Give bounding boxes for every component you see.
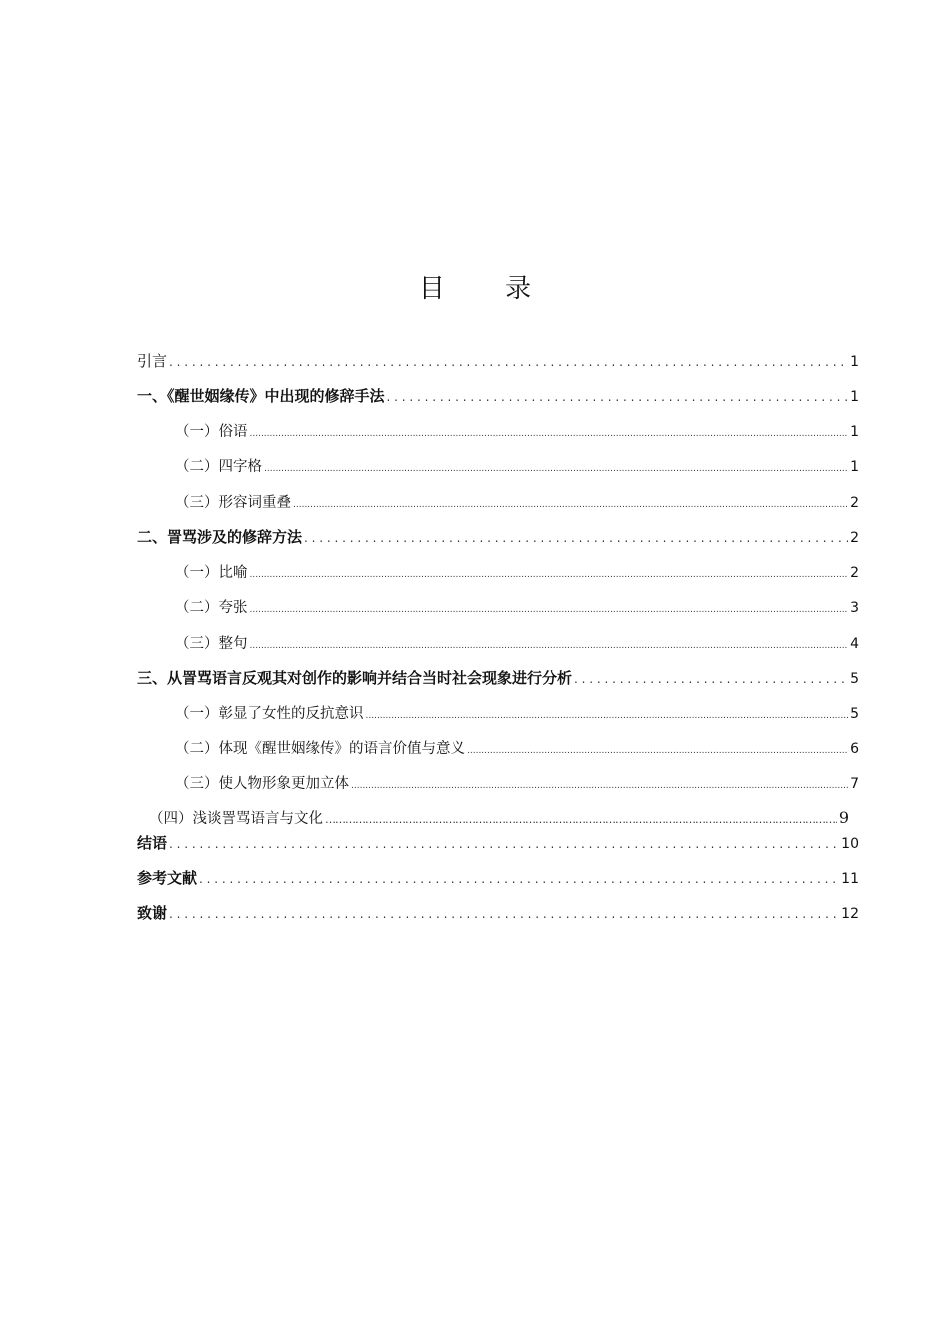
toc-page-number: 5	[850, 706, 859, 722]
toc-entry-subsection[interactable]	[175, 772, 859, 795]
dot-leader	[293, 491, 848, 513]
page-title: 目 录	[418, 274, 558, 304]
toc-page-number: 7	[850, 776, 859, 792]
toc-entry-intro[interactable]	[137, 350, 859, 373]
toc-page-number: 2	[850, 495, 859, 511]
toc-page-number: 1	[850, 389, 859, 405]
toc-entry-subsection[interactable]	[175, 455, 859, 478]
toc-entry-subsection[interactable]	[149, 807, 849, 830]
toc-entry-subsection[interactable]	[175, 420, 859, 443]
toc-entry-label: 致谢	[137, 904, 168, 922]
toc-entry-conclusion[interactable]	[137, 832, 859, 855]
dot-leader	[199, 867, 839, 889]
toc-entry-label: 二、詈骂涉及的修辞方法	[137, 528, 303, 546]
dot-leader	[574, 667, 848, 689]
dot-leader	[325, 807, 837, 829]
toc-entry-label: （二）夸张	[175, 600, 248, 616]
toc-page-number: 1	[850, 354, 859, 370]
toc-page-number: 9	[838, 808, 849, 827]
toc-entry-label: （三）使人物形象更加立体	[175, 776, 349, 792]
toc-entry-subsection[interactable]	[175, 561, 859, 584]
toc-page-number: 10	[841, 836, 859, 852]
toc-entry-label: （一）俗语	[175, 424, 248, 440]
toc-entry-subsection[interactable]	[175, 702, 859, 725]
toc-entry-label: 一、《醒世姻缘传》中出现的修辞手法	[137, 387, 385, 405]
toc-entry-label: （二）体现《醒世姻缘传》的语言价值与意义	[175, 741, 465, 757]
toc-entry-subsection[interactable]	[175, 632, 859, 655]
toc-entry-section-1[interactable]	[137, 385, 859, 408]
toc-entry-section-3[interactable]	[137, 667, 859, 690]
toc-page-number: 11	[841, 871, 859, 887]
dot-leader	[250, 632, 849, 654]
dot-leader	[366, 702, 849, 724]
dot-leader	[250, 420, 849, 442]
toc-page-number: 5	[850, 671, 859, 687]
dot-leader	[264, 455, 848, 477]
toc-entry-subsection[interactable]	[175, 737, 859, 760]
toc-entry-acknowledgements[interactable]	[137, 902, 859, 925]
toc-entry-section-2[interactable]	[137, 526, 859, 549]
dot-leader	[467, 737, 848, 759]
dot-leader	[169, 902, 839, 924]
dot-leader	[351, 772, 848, 794]
toc-page-number: 4	[850, 636, 859, 652]
dot-leader	[387, 385, 849, 407]
toc-entry-label: 结语	[137, 834, 168, 852]
dot-leader	[169, 832, 839, 854]
toc-entry-label: （四）浅谈詈骂语言与文化	[149, 811, 323, 827]
toc-entry-label: （二）四字格	[175, 459, 262, 475]
toc-entry-subsection[interactable]	[175, 491, 859, 514]
toc-entry-label: 参考文献	[137, 869, 198, 887]
toc-entry-references[interactable]	[137, 867, 859, 890]
toc-entry-label: （三）整句	[175, 636, 248, 652]
dot-leader	[250, 596, 849, 618]
toc-page-number: 6	[850, 741, 859, 757]
toc-page-number: 2	[850, 565, 859, 581]
dot-leader	[250, 561, 849, 583]
toc-entry-label: （一）比喻	[175, 565, 248, 581]
toc-page-number: 12	[841, 906, 859, 922]
dot-leader	[169, 350, 848, 372]
toc-page-number: 3	[850, 600, 859, 616]
dot-leader	[304, 526, 848, 548]
toc-page-number: 1	[850, 459, 859, 475]
toc-entry-subsection[interactable]	[175, 596, 859, 619]
toc-entry-label: 引言	[137, 352, 168, 370]
toc-page-number: 1	[850, 424, 859, 440]
toc-entry-label: （一）彰显了女性的反抗意识	[175, 706, 364, 722]
toc-entry-label: 三、从詈骂语言反观其对创作的影响并结合当时社会现象进行分析	[137, 669, 573, 687]
toc-page-number: 2	[850, 530, 859, 546]
toc-entry-label: （三）形容词重叠	[175, 495, 291, 511]
